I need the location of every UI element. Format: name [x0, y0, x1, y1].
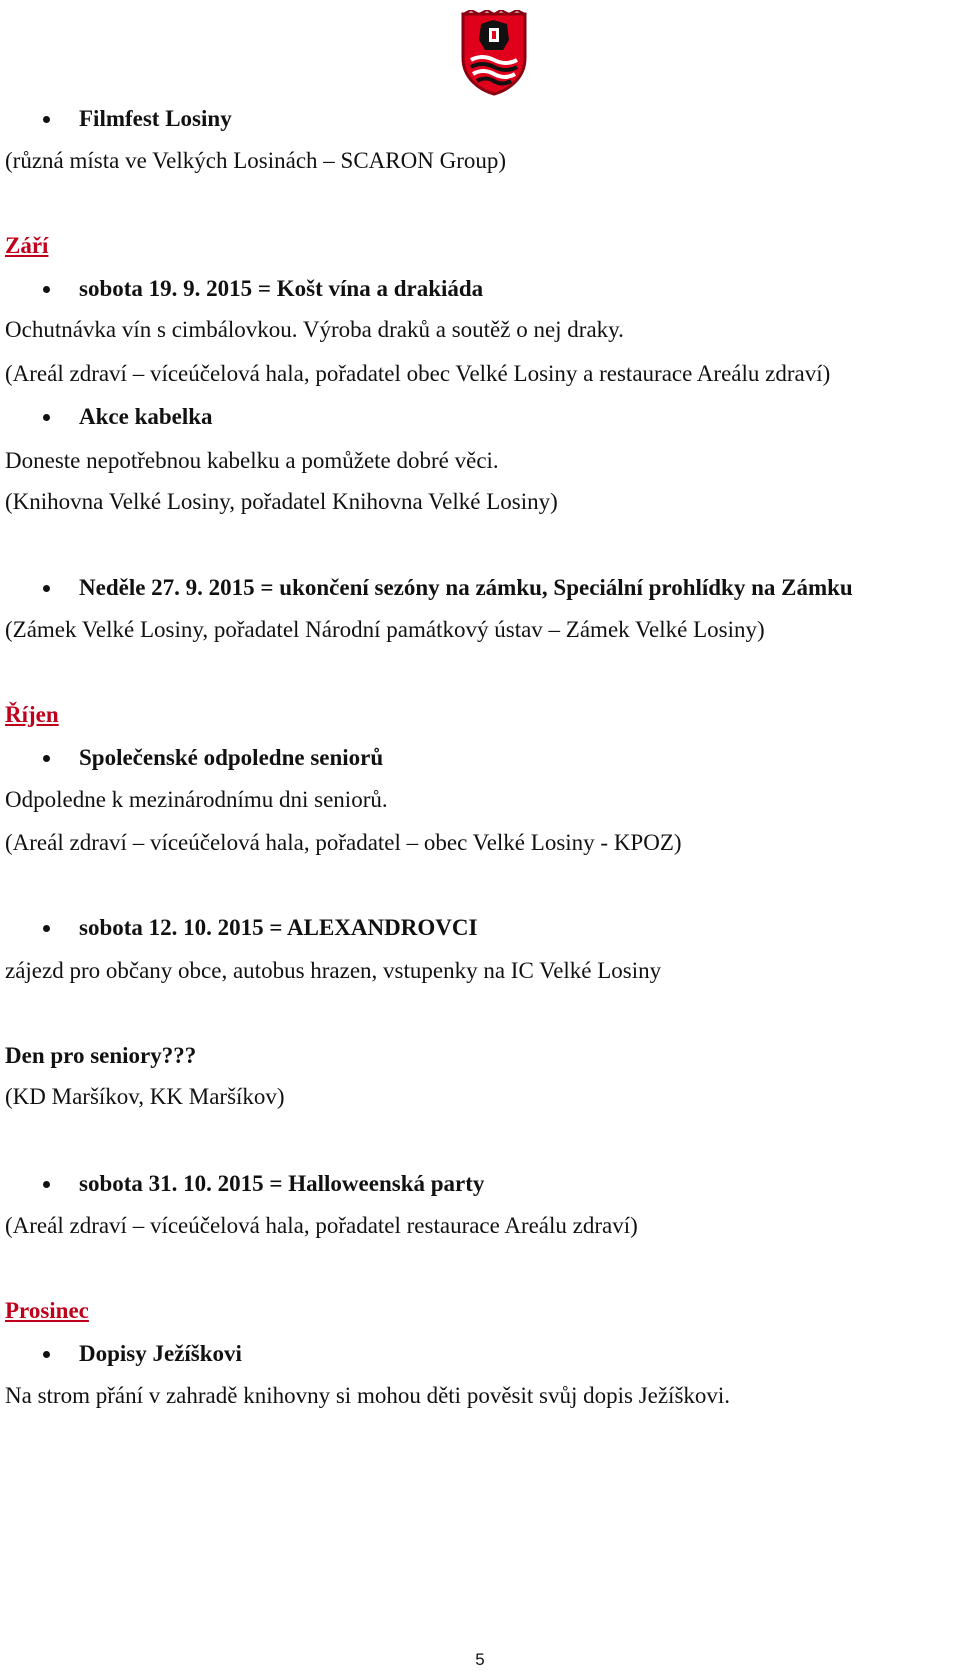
- event-description: Na strom přání v zahradě knihovny si mohou děti pověsit svůj dopis Ježíškovi.: [5, 1383, 731, 1408]
- event-description: Odpoledne k mezinárodnímu dni seniorů.: [5, 787, 388, 812]
- list-item-title: Dopisy Ježíškovi: [79, 1341, 242, 1366]
- event-description: Doneste nepotřebnou kabelku a pomůžete dobré věci.: [5, 448, 499, 473]
- coat-of-arms-icon: [459, 10, 529, 96]
- list-item-title: Společenské odpoledne seniorů: [79, 745, 384, 770]
- list-item-title: sobota 31. 10. 2015 = Halloweenská party: [79, 1171, 485, 1196]
- month-heading-rijen: Říjen: [5, 702, 59, 727]
- event-place: (Areál zdraví – víceúčelová hala, pořadatel restaurace Areálu zdraví): [5, 1213, 638, 1238]
- event-place: (Knihovna Velké Losiny, pořadatel Knihovna Velké Losiny): [5, 489, 558, 514]
- list-item-title: Akce kabelka: [79, 404, 213, 429]
- event-place: (různá místa ve Velkých Losinách – SCARON Group): [5, 148, 507, 173]
- event-place: (KD Maršíkov, KK Maršíkov): [5, 1084, 285, 1109]
- event-description: zájezd pro občany obce, autobus hrazen, vstupenky na IC Velké Losiny: [5, 958, 662, 983]
- event-title: Den pro seniory???: [5, 1043, 197, 1068]
- event-place: (Zámek Velké Losiny, pořadatel Národní památkový ústav – Zámek Velké Losiny): [5, 617, 765, 642]
- list-item-title: sobota 19. 9. 2015 = Košt vína a drakiáda: [79, 276, 484, 301]
- event-place: (Areál zdraví – víceúčelová hala, pořadatel obec Velké Losiny a restaurace Areálu zdraví): [5, 361, 831, 386]
- list-item-title: Neděle 27. 9. 2015 = ukončení sezóny na zámku, Speciální prohlídky na Zámku: [79, 575, 853, 600]
- month-heading-zari: Září: [5, 233, 49, 258]
- event-description: Ochutnávka vín s cimbálovkou. Výroba draků a soutěž o nej draky.: [5, 317, 624, 342]
- page-number: 5: [475, 1650, 485, 1669]
- month-heading-prosinec: Prosinec: [5, 1298, 89, 1323]
- list-item-title: sobota 12. 10. 2015 = ALEXANDROVCI: [79, 915, 478, 940]
- list-item-title: Filmfest Losiny: [79, 106, 232, 131]
- event-place: (Areál zdraví – víceúčelová hala, pořadatel – obec Velké Losiny - KPOZ): [5, 830, 682, 855]
